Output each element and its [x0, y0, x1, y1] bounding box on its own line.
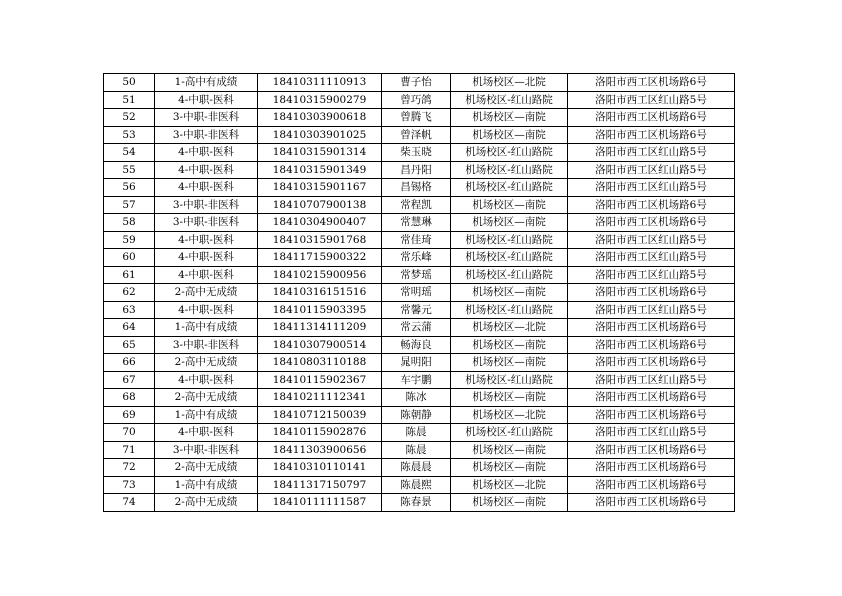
table-row [104, 266, 735, 284]
id-number-cell: 18410211112341 [258, 389, 382, 407]
name-cell: 曹子怡 [382, 74, 451, 92]
category-cell: 4-中职-医科 [155, 161, 258, 179]
table-row [104, 249, 735, 267]
campus-cell: 机场校区—北院 [451, 476, 568, 494]
table-row [104, 389, 735, 407]
category-cell: 3-中职-非医科 [155, 126, 258, 144]
address-cell: 洛阳市西工区机场路6号 [568, 389, 735, 407]
row-number: 73 [104, 476, 155, 494]
address-cell: 洛阳市西工区红山路5号 [568, 231, 735, 249]
table-row [104, 301, 735, 319]
id-number-cell: 18410316151516 [258, 284, 382, 302]
id-number-cell: 18410712150039 [258, 406, 382, 424]
table-row [104, 126, 735, 144]
table-row [104, 354, 735, 372]
row-number: 57 [104, 196, 155, 214]
id-number-cell: 18411715900322 [258, 249, 382, 267]
campus-cell: 机场校区—南院 [451, 196, 568, 214]
id-number-cell: 18410315901314 [258, 144, 382, 162]
category-cell: 2-高中无成绩 [155, 284, 258, 302]
address-cell: 洛阳市西工区机场路6号 [568, 284, 735, 302]
id-number-cell: 18410315901167 [258, 179, 382, 197]
name-cell: 陈冰 [382, 389, 451, 407]
campus-cell: 机场校区—南院 [451, 336, 568, 354]
table-row [104, 74, 735, 92]
name-cell: 常明瑶 [382, 284, 451, 302]
campus-cell: 机场校区—南院 [451, 441, 568, 459]
name-cell: 常慧琳 [382, 214, 451, 232]
row-number: 65 [104, 336, 155, 354]
table-row [104, 231, 735, 249]
name-cell: 陈晨晨 [382, 459, 451, 477]
campus-cell: 机场校区—北院 [451, 319, 568, 337]
campus-cell: 机场校区—南院 [451, 389, 568, 407]
row-number: 70 [104, 424, 155, 442]
id-number-cell: 18410111111587 [258, 494, 382, 512]
campus-cell: 机场校区—南院 [451, 109, 568, 127]
campus-cell: 机场校区-红山路院 [451, 179, 568, 197]
category-cell: 4-中职-医科 [155, 266, 258, 284]
campus-cell: 机场校区—南院 [451, 284, 568, 302]
id-number-cell: 18410115903395 [258, 301, 382, 319]
row-number: 55 [104, 161, 155, 179]
id-number-cell: 18410311110913 [258, 74, 382, 92]
address-cell: 洛阳市西工区机场路6号 [568, 214, 735, 232]
category-cell: 4-中职-医科 [155, 179, 258, 197]
id-number-cell: 18410315900279 [258, 91, 382, 109]
address-cell: 洛阳市西工区机场路6号 [568, 476, 735, 494]
table-row [104, 319, 735, 337]
id-number-cell: 18410803110188 [258, 354, 382, 372]
address-cell: 洛阳市西工区机场路6号 [568, 494, 735, 512]
table-row [104, 144, 735, 162]
name-cell: 晁明阳 [382, 354, 451, 372]
table-row [104, 91, 735, 109]
address-cell: 洛阳市西工区红山路5号 [568, 179, 735, 197]
name-cell: 常程凯 [382, 196, 451, 214]
address-cell: 洛阳市西工区红山路5号 [568, 144, 735, 162]
name-cell: 陈春景 [382, 494, 451, 512]
address-cell: 洛阳市西工区机场路6号 [568, 441, 735, 459]
address-cell: 洛阳市西工区红山路5号 [568, 249, 735, 267]
name-cell: 陈晨熙 [382, 476, 451, 494]
address-cell: 洛阳市西工区机场路6号 [568, 109, 735, 127]
name-cell: 常梦瑶 [382, 266, 451, 284]
campus-cell: 机场校区—南院 [451, 126, 568, 144]
row-number: 50 [104, 74, 155, 92]
category-cell: 2-高中无成绩 [155, 389, 258, 407]
category-cell: 4-中职-医科 [155, 424, 258, 442]
row-number: 60 [104, 249, 155, 267]
name-cell: 曾泽帆 [382, 126, 451, 144]
address-cell: 洛阳市西工区机场路6号 [568, 74, 735, 92]
campus-cell: 机场校区-红山路院 [451, 371, 568, 389]
id-number-cell: 18410115902367 [258, 371, 382, 389]
table-row [104, 371, 735, 389]
table-row [104, 109, 735, 127]
row-number: 67 [104, 371, 155, 389]
row-number: 59 [104, 231, 155, 249]
name-cell: 畅海良 [382, 336, 451, 354]
address-cell: 洛阳市西工区红山路5号 [568, 161, 735, 179]
id-number-cell: 18410115902876 [258, 424, 382, 442]
category-cell: 3-中职-非医科 [155, 336, 258, 354]
address-cell: 洛阳市西工区红山路5号 [568, 301, 735, 319]
name-cell: 柴玉晓 [382, 144, 451, 162]
campus-cell: 机场校区-红山路院 [451, 249, 568, 267]
name-cell: 常乐峰 [382, 249, 451, 267]
category-cell: 4-中职-医科 [155, 371, 258, 389]
id-number-cell: 18410310110141 [258, 459, 382, 477]
table-row [104, 441, 735, 459]
address-cell: 洛阳市西工区机场路6号 [568, 319, 735, 337]
campus-cell: 机场校区-红山路院 [451, 161, 568, 179]
address-cell: 洛阳市西工区红山路5号 [568, 424, 735, 442]
name-cell: 陈晨 [382, 441, 451, 459]
name-cell: 陈晨 [382, 424, 451, 442]
id-number-cell: 18410307900514 [258, 336, 382, 354]
row-number: 56 [104, 179, 155, 197]
table-row [104, 476, 735, 494]
category-cell: 3-中职-非医科 [155, 196, 258, 214]
address-cell: 洛阳市西工区机场路6号 [568, 459, 735, 477]
address-cell: 洛阳市西工区机场路6号 [568, 196, 735, 214]
row-number: 52 [104, 109, 155, 127]
campus-cell: 机场校区-红山路院 [451, 424, 568, 442]
row-number: 58 [104, 214, 155, 232]
campus-cell: 机场校区—南院 [451, 494, 568, 512]
table-row [104, 284, 735, 302]
address-cell: 洛阳市西工区红山路5号 [568, 371, 735, 389]
id-number-cell: 18410315901349 [258, 161, 382, 179]
student-table [103, 73, 735, 512]
campus-cell: 机场校区-红山路院 [451, 266, 568, 284]
category-cell: 1-高中有成绩 [155, 74, 258, 92]
table-row [104, 494, 735, 512]
category-cell: 1-高中有成绩 [155, 406, 258, 424]
campus-cell: 机场校区-红山路院 [451, 144, 568, 162]
id-number-cell: 18410215900956 [258, 266, 382, 284]
id-number-cell: 18410315901768 [258, 231, 382, 249]
address-cell: 洛阳市西工区机场路6号 [568, 354, 735, 372]
category-cell: 3-中职-非医科 [155, 109, 258, 127]
campus-cell: 机场校区—南院 [451, 214, 568, 232]
row-number: 54 [104, 144, 155, 162]
table-body [104, 74, 735, 512]
table-row [104, 424, 735, 442]
id-number-cell: 18411317150797 [258, 476, 382, 494]
table-row [104, 161, 735, 179]
name-cell: 曾腾飞 [382, 109, 451, 127]
row-number: 63 [104, 301, 155, 319]
row-number: 64 [104, 319, 155, 337]
name-cell: 曾巧鸽 [382, 91, 451, 109]
row-number: 51 [104, 91, 155, 109]
id-number-cell: 18410303901025 [258, 126, 382, 144]
category-cell: 3-中职-非医科 [155, 214, 258, 232]
id-number-cell: 18410304900407 [258, 214, 382, 232]
row-number: 72 [104, 459, 155, 477]
address-cell: 洛阳市西工区机场路6号 [568, 126, 735, 144]
id-number-cell: 18410303900618 [258, 109, 382, 127]
category-cell: 4-中职-医科 [155, 249, 258, 267]
category-cell: 2-高中无成绩 [155, 459, 258, 477]
category-cell: 2-高中无成绩 [155, 354, 258, 372]
campus-cell: 机场校区—南院 [451, 459, 568, 477]
name-cell: 昌锡格 [382, 179, 451, 197]
document-table-wrapper [103, 73, 734, 512]
address-cell: 洛阳市西工区机场路6号 [568, 336, 735, 354]
name-cell: 常佳琦 [382, 231, 451, 249]
row-number: 74 [104, 494, 155, 512]
category-cell: 4-中职-医科 [155, 144, 258, 162]
category-cell: 4-中职-医科 [155, 301, 258, 319]
table-row [104, 336, 735, 354]
row-number: 69 [104, 406, 155, 424]
name-cell: 陈朝静 [382, 406, 451, 424]
name-cell: 昌丹阳 [382, 161, 451, 179]
id-number-cell: 18410707900138 [258, 196, 382, 214]
row-number: 66 [104, 354, 155, 372]
campus-cell: 机场校区-红山路院 [451, 301, 568, 319]
campus-cell: 机场校区—北院 [451, 74, 568, 92]
table-row [104, 179, 735, 197]
campus-cell: 机场校区-红山路院 [451, 231, 568, 249]
table-row [104, 214, 735, 232]
category-cell: 2-高中无成绩 [155, 494, 258, 512]
table-row [104, 196, 735, 214]
category-cell: 4-中职-医科 [155, 91, 258, 109]
row-number: 62 [104, 284, 155, 302]
category-cell: 4-中职-医科 [155, 231, 258, 249]
row-number: 61 [104, 266, 155, 284]
campus-cell: 机场校区-红山路院 [451, 91, 568, 109]
address-cell: 洛阳市西工区红山路5号 [568, 266, 735, 284]
category-cell: 3-中职-非医科 [155, 441, 258, 459]
table-row [104, 459, 735, 477]
row-number: 53 [104, 126, 155, 144]
id-number-cell: 18411303900656 [258, 441, 382, 459]
category-cell: 1-高中有成绩 [155, 319, 258, 337]
name-cell: 车宇鹏 [382, 371, 451, 389]
id-number-cell: 18411314111209 [258, 319, 382, 337]
category-cell: 1-高中有成绩 [155, 476, 258, 494]
address-cell: 洛阳市西工区机场路6号 [568, 406, 735, 424]
address-cell: 洛阳市西工区红山路5号 [568, 91, 735, 109]
campus-cell: 机场校区—北院 [451, 406, 568, 424]
row-number: 71 [104, 441, 155, 459]
campus-cell: 机场校区—南院 [451, 354, 568, 372]
name-cell: 常云蒲 [382, 319, 451, 337]
table-row [104, 406, 735, 424]
row-number: 68 [104, 389, 155, 407]
name-cell: 常馨元 [382, 301, 451, 319]
